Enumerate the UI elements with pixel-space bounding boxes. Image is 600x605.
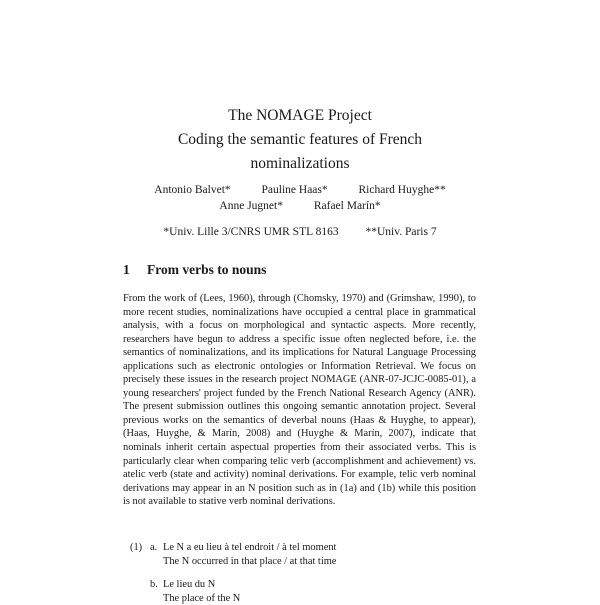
author-name: Antonio Balvet* xyxy=(154,184,231,196)
example-number: (1) xyxy=(130,542,143,553)
example-block xyxy=(130,541,476,605)
title-line-3: nominalizations xyxy=(250,155,350,172)
example-french: Le N a eu lieu à tel endroit / à tel moment xyxy=(163,542,337,553)
title-line-1: The NOMAGE Project xyxy=(228,107,372,124)
affiliation: **Univ. Paris 7 xyxy=(365,226,437,238)
body-paragraph: From the work of (Lees, 1960), through (Chomsky, 1970) and (Grimshaw, 1990), to more recent studies, nominalizations have occupied a central place in grammatical analysis, with a focus on morphological and syntactic aspects. More recently, researchers have begun to address a specific issue often neglected before, i.e. the semantics of nominalizations, and its implications for Natural Language Processing applications such as electronic ontologies or Information Retrieval. We focus on precisely these issues in the research project NOMAGE (ANR-07-JCJC-0085-01), a young researchers' project funded by the French National Research Agency (ANR). The present submission outlines this ongoing semantic annotation project. Several previous works on the semantics of deverbal nouns (Haas & Huyghe, to appear), (Haas, Huyghe, & Marín, 2008) and (Huyghe & Marín, 2007), indicate that nominals inherit certain aspectual properties from their associated verbs. This is particularly clear when comparing telic verb (accomplishment and achievement) vs. atelic verb (state and activity) nominal derivations. For example, telic verb nominal derivations may appear in an N position such as in (1a) and (1b) while this position is not available to stative verb nominal derivations. xyxy=(123,293,476,508)
example-french: Le lieu du N xyxy=(163,579,216,591)
author-row-1 xyxy=(100,182,500,198)
author-list xyxy=(100,182,500,214)
section-number: 1 xyxy=(123,262,130,277)
example-letter: a. xyxy=(150,542,158,553)
title-line-2: Coding the semantic features of French xyxy=(177,131,423,148)
author-row-2 xyxy=(100,198,500,214)
author-name: Rafael Marín* xyxy=(313,200,381,212)
author-name: Anne Jugnet* xyxy=(219,200,283,212)
section-heading xyxy=(123,262,266,278)
example-english: The place of the N xyxy=(163,592,241,604)
example-item-a xyxy=(130,541,476,568)
affiliation: *Univ. Lille 3/CNRS UMR STL 8163 xyxy=(163,226,339,238)
author-name: Pauline Haas* xyxy=(261,184,328,196)
example-letter: b. xyxy=(150,579,158,591)
paper-title xyxy=(100,104,500,176)
author-name: Richard Huyghe** xyxy=(358,184,446,196)
example-item-b xyxy=(130,578,476,605)
affiliations xyxy=(100,224,500,240)
example-english: The N occurred in that place / at that time xyxy=(163,555,337,567)
section-title: From verbs to nouns xyxy=(147,262,267,277)
